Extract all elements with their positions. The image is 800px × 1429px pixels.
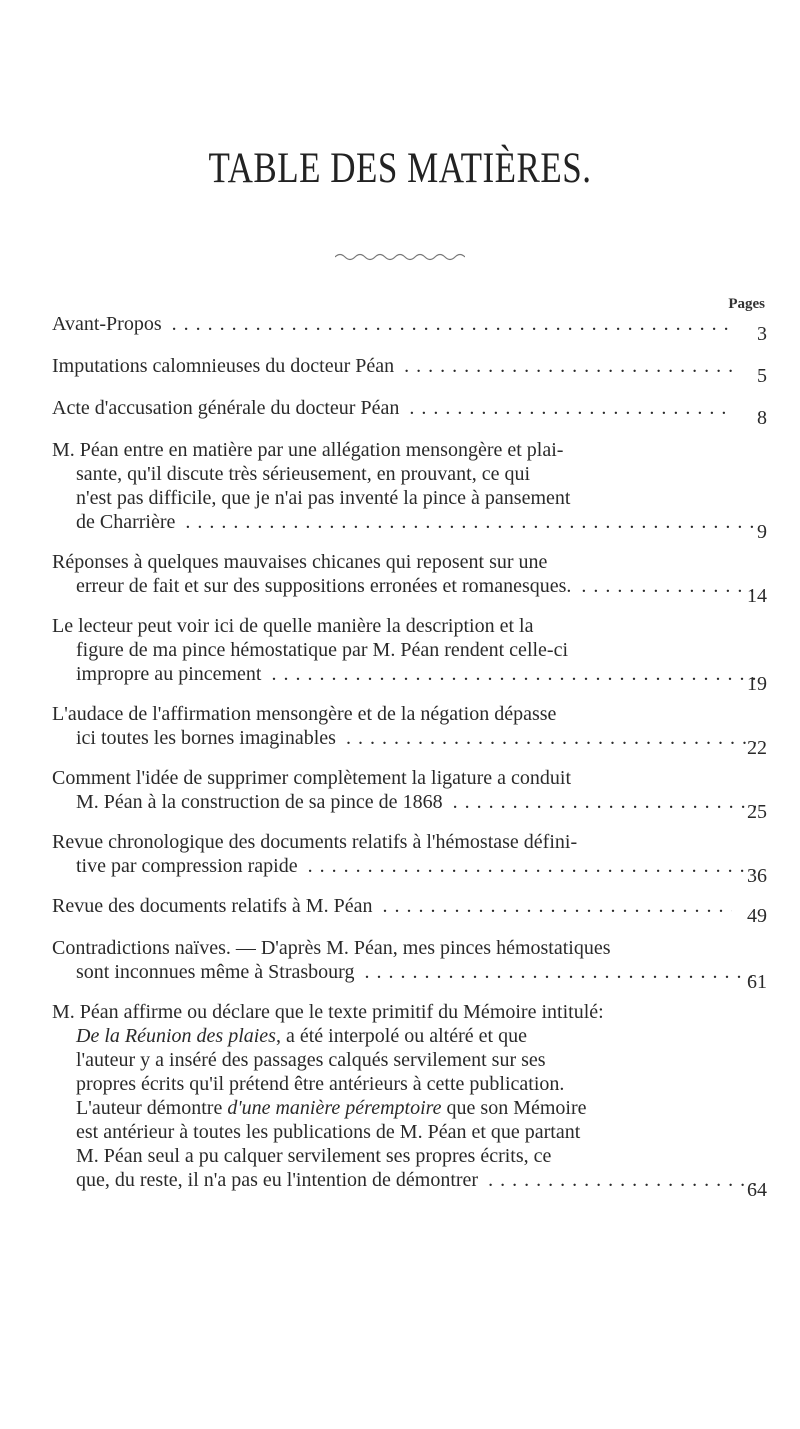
toc-entry bbox=[52, 438, 772, 543]
toc-entry-line bbox=[52, 354, 732, 378]
toc-entry bbox=[52, 894, 772, 927]
toc-entry-text: de Charrière bbox=[76, 511, 179, 533]
toc-entry-line bbox=[52, 1024, 772, 1048]
toc-entry-text: Avant-Propos bbox=[52, 313, 166, 335]
toc-entry-line bbox=[52, 702, 772, 726]
toc-entry-text: Imputations calomnieuses du docteur Péan bbox=[52, 355, 398, 377]
toc-entry-line bbox=[52, 462, 772, 486]
toc-entry bbox=[52, 830, 772, 887]
toc-entry-text: Revue des documents relatifs à M. Péan bbox=[52, 895, 376, 917]
toc-entry-line bbox=[52, 894, 732, 918]
toc-entry-text: tive par compression rapide bbox=[76, 855, 302, 877]
toc-entry-line bbox=[52, 726, 756, 750]
toc-entry-text: sante, qu'il discute très sérieusement, en prouvant, ce qui bbox=[76, 463, 531, 485]
toc-entry-line bbox=[52, 614, 772, 638]
page-title: TABLE DES MATIÈRES. bbox=[208, 143, 592, 192]
toc-entry bbox=[52, 1000, 772, 1201]
toc-entry-line bbox=[52, 638, 772, 662]
toc-entry-line bbox=[52, 312, 732, 336]
toc-entry-text: est antérieur à toutes les publications de M. Péan et que partant bbox=[76, 1121, 581, 1143]
toc-entry bbox=[52, 766, 772, 823]
toc-entry-text: M. Péan à la construction de sa pince de 1868 bbox=[76, 791, 447, 813]
toc-entry bbox=[52, 936, 772, 993]
toc-page-number: 22 bbox=[747, 737, 767, 759]
toc-page-number: 19 bbox=[747, 673, 767, 695]
toc-entry-text: ici toutes les bornes imaginables bbox=[76, 727, 340, 749]
toc-page-number: 14 bbox=[747, 585, 767, 607]
toc-entry bbox=[52, 312, 772, 345]
toc-page-number: 49 bbox=[747, 905, 767, 927]
toc-entry-line bbox=[52, 960, 756, 984]
toc-entry-text: erreur de fait et sur des suppositions erronées et romanesques. bbox=[76, 575, 575, 597]
toc-entry-line bbox=[52, 486, 772, 510]
toc-entry-line bbox=[52, 550, 772, 574]
toc-entry-text: Le lecteur peut voir ici de quelle manière la description et la bbox=[52, 615, 534, 637]
toc-page-number: 36 bbox=[747, 865, 767, 887]
toc-page-number: 64 bbox=[747, 1179, 767, 1201]
toc-entry-line bbox=[52, 396, 732, 420]
toc-entry-text: M. Péan affirme ou déclare que le texte primitif du Mémoire intitulé: bbox=[52, 1001, 604, 1023]
toc-entry-text: L'auteur démontre d'une manière péremptoire que son Mémoire bbox=[76, 1097, 587, 1119]
toc-entry-text: L'audace de l'affirmation mensongère et de la négation dépasse bbox=[52, 703, 557, 725]
toc-entry-line bbox=[52, 1120, 772, 1144]
toc-entry-line bbox=[52, 1168, 756, 1192]
toc-entry-text: l'auteur y a inséré des passages calqués servilement sur ses bbox=[76, 1049, 546, 1071]
toc-entry-line bbox=[52, 1048, 772, 1072]
toc-entry-line bbox=[52, 510, 756, 534]
toc-entry bbox=[52, 550, 772, 607]
toc-entry-text: figure de ma pince hémostatique par M. Péan rendent celle-ci bbox=[76, 639, 569, 661]
toc-page-number: 61 bbox=[747, 971, 767, 993]
toc-entry-line bbox=[52, 1072, 772, 1096]
toc-entry-text: propres écrits qu'il prétend être antérieurs à cette publication. bbox=[76, 1073, 565, 1095]
toc-page-number: 8 bbox=[757, 407, 767, 429]
toc-entry-text: M. Péan seul a pu calquer servilement ses propres écrits, ce bbox=[76, 1145, 552, 1167]
toc-entry-text: Réponses à quelques mauvaises chicanes qui reposent sur une bbox=[52, 551, 548, 573]
toc-entry-text: Comment l'idée de supprimer complètement la ligature a conduit bbox=[52, 767, 572, 789]
toc-entry bbox=[52, 702, 772, 759]
toc-entry-text: Acte d'accusation générale du docteur Péan bbox=[52, 397, 403, 419]
toc-entry-line bbox=[52, 438, 772, 462]
toc-entry-line bbox=[52, 1000, 772, 1024]
toc-entry-text: n'est pas difficile, que je n'ai pas inventé la pince à pansement bbox=[76, 487, 571, 509]
pages-column-label: Pages bbox=[728, 296, 765, 312]
toc-entry-line bbox=[52, 574, 756, 598]
toc-page-number: 3 bbox=[757, 323, 767, 345]
toc-entry-text: De la Réunion des plaies, a été interpolé ou altéré et que bbox=[76, 1025, 527, 1047]
toc-entry-text: M. Péan entre en matière par une allégation mensongère et plai- bbox=[52, 439, 564, 461]
toc-entry bbox=[52, 614, 772, 695]
toc-entry-text: Contradictions naïves. — D'après M. Péan, mes pinces hémostatiques bbox=[52, 937, 611, 959]
toc-page-number: 9 bbox=[757, 521, 767, 543]
toc-entry-text: Revue chronologique des documents relatifs à l'hémostase défini- bbox=[52, 831, 578, 853]
toc-entry-line bbox=[52, 830, 772, 854]
toc-entry-line bbox=[52, 936, 772, 960]
toc-entry-line bbox=[52, 1096, 772, 1120]
toc-entry bbox=[52, 354, 772, 387]
toc-entry-line bbox=[52, 790, 756, 814]
toc-entry-text: impropre au pincement bbox=[76, 663, 266, 685]
toc-page-number: 5 bbox=[757, 365, 767, 387]
table-of-contents bbox=[52, 312, 772, 1208]
toc-entry-text: que, du reste, il n'a pas eu l'intention de démontrer bbox=[76, 1169, 482, 1191]
toc-entry-line bbox=[52, 662, 756, 686]
toc-entry-text: sont inconnues même à Strasbourg bbox=[76, 961, 358, 983]
toc-entry-line bbox=[52, 1144, 772, 1168]
toc-entry-line bbox=[52, 854, 756, 878]
toc-entry bbox=[52, 396, 772, 429]
decorative-rule bbox=[335, 250, 465, 264]
toc-page-number: 25 bbox=[747, 801, 767, 823]
toc-entry-line bbox=[52, 766, 772, 790]
